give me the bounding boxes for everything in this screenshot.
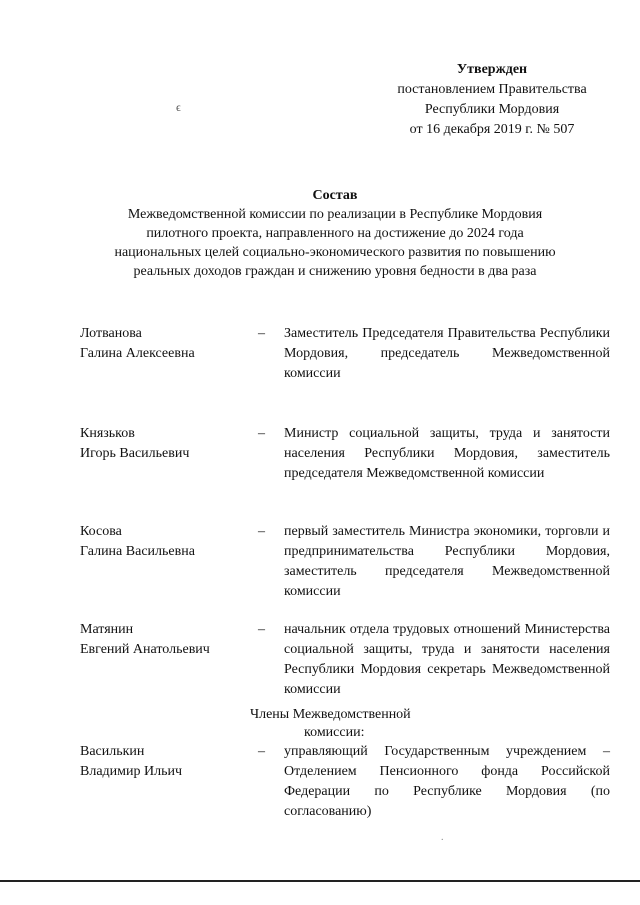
member-surname: Матянин — [80, 622, 134, 637]
member-name — [80, 324, 250, 364]
approval-line-2: Республики Мордовия — [424, 102, 560, 117]
margin-mark: ϵ — [176, 100, 181, 114]
member-dash: – — [258, 744, 265, 759]
member-surname: Косова — [80, 524, 122, 539]
member-given-name: Галина Алексеевна — [80, 346, 195, 361]
title-line-1: Межведомственной комиссии по реализации в Республике Мордовия — [127, 207, 543, 222]
member-name — [80, 620, 250, 660]
member-name — [80, 742, 250, 782]
members-section-label — [250, 706, 450, 742]
approval-block — [372, 60, 612, 140]
member-role: первый заместитель Министра экономики, торговли и предпринимательства Республики Мордовия, заместитель председателя Межведомственной комиссии — [284, 524, 610, 599]
member-name — [80, 522, 250, 562]
title-line-4: реальных доходов граждан и снижению уровня бедности в два раза — [133, 264, 537, 279]
members-label-line-2: комиссии: — [304, 725, 365, 740]
member-name — [80, 424, 250, 464]
member-dash: – — [258, 426, 265, 441]
member-role: Заместитель Председателя Правительства Республики Мордовия, председатель Межведомственной комиссии — [284, 326, 610, 381]
document-title — [100, 186, 570, 281]
approval-line-3: от 16 декабря 2019 г. № 507 — [409, 122, 575, 137]
member-given-name: Владимир Ильич — [80, 764, 183, 779]
bottom-rule — [0, 880, 640, 882]
member-given-name: Игорь Васильевич — [80, 446, 190, 461]
member-dash: – — [258, 524, 265, 539]
approval-heading: Утвержден — [456, 62, 528, 77]
member-role: начальник отдела трудовых отношений Министерства социальной защиты, труда и занятости населения Республики Мордовия секретарь Межведомственной комиссии — [284, 622, 610, 697]
member-given-name: Евгений Анатольевич — [80, 642, 210, 657]
members-label-line-1: Члены Межведомственной — [250, 707, 411, 722]
member-given-name: Галина Васильевна — [80, 544, 195, 559]
stray-dot: . — [441, 832, 444, 843]
member-role: управляющий Государственным учреждением – Отделением Пенсионного фонда Российской Федерации по Республике Мордовия (по согласованию) — [284, 744, 610, 819]
member-surname: Василькин — [80, 744, 145, 759]
member-dash: – — [258, 326, 265, 341]
member-dash: – — [258, 622, 265, 637]
approval-line-1: постановлением Правительства — [397, 82, 587, 97]
title-line-2: пилотного проекта, направленного на достижение до 2024 года — [146, 226, 524, 241]
member-surname: Князьков — [80, 426, 135, 441]
member-surname: Лотванова — [80, 326, 142, 341]
member-role: Министр социальной защиты, труда и занятости населения Республики Мордовия, заместитель председателя Межведомственной комиссии — [284, 426, 610, 481]
title-heading: Состав — [312, 188, 358, 203]
title-line-3: национальных целей социально-экономического развития по повышению — [114, 245, 556, 260]
